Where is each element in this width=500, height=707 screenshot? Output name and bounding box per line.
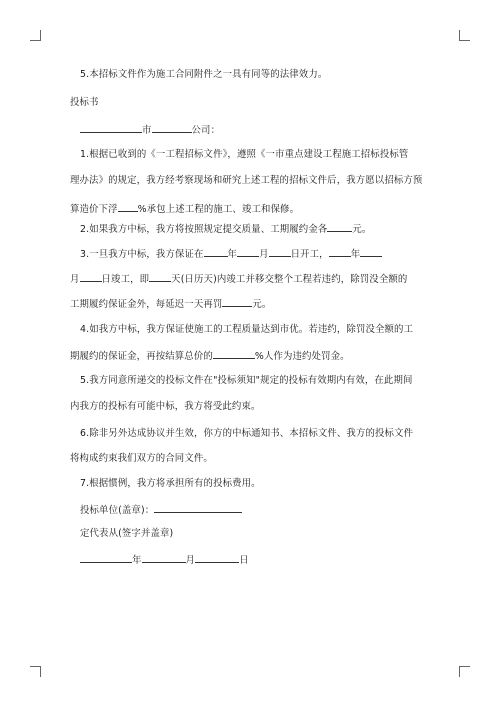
start-month-blank [237, 247, 259, 257]
item-3-month-1: 月 [259, 249, 269, 260]
penalty-blank [222, 297, 252, 307]
item-1-line-3 [70, 202, 442, 216]
bidder-line [70, 503, 452, 517]
penalty-percent-blank [213, 349, 255, 359]
deposit-blank [327, 222, 352, 232]
item-1-text-b: %承包上述工程的施工、竣工和保修。 [137, 204, 300, 215]
representative-line: 定代表从(签字并盖章) [80, 528, 174, 539]
item-3-text-a: 3.一旦我方中标，我方保证在 [80, 249, 204, 260]
item-5-line-2: 内我方的投标有可能中标，我方将受此约束。 [70, 401, 261, 412]
item-3-complete: 日竣工，即 [101, 274, 150, 285]
complete-year-blank [329, 247, 351, 257]
tender-heading: 投标书 [70, 97, 99, 108]
item-4-text-a: 期履约的保证金，再按结算总价的 [70, 351, 213, 362]
crop-mark-bottom-left [30, 666, 41, 677]
date-day: 日 [239, 555, 249, 566]
item-2-text-b: 元。 [352, 224, 372, 235]
date-day-blank [195, 553, 239, 563]
company-blank [152, 123, 192, 133]
item-3-start: 日开工， [290, 249, 329, 260]
item-3-line-3 [70, 297, 442, 311]
discount-blank [118, 202, 138, 212]
company-suffix: 公司： [191, 125, 221, 136]
date-year-blank [80, 553, 132, 563]
item-2-line [70, 222, 452, 236]
item-4-text-b: %人作为违约处罚金。 [254, 351, 350, 362]
start-year-blank [204, 247, 228, 257]
bidder-blank [154, 503, 242, 513]
item-7-line: 7.根据惯例，我方将承担所有的投标费用。 [80, 478, 261, 489]
item-1-line-1: 1.根据已收到的《一工程招标文件》，遵照《一市重点建设工程施工招标投标管 [80, 149, 409, 160]
date-month: 月 [185, 555, 196, 566]
item-1-text-a: 算造价下浮 [70, 204, 118, 215]
item-6-line-1: 6.除非另外达成协议并生效，你方的中标通知书、本招标文件、我方的投标文件 [80, 428, 414, 439]
complete-month-blank-a [360, 247, 382, 257]
item-4-line-2 [70, 349, 442, 363]
city-blank [80, 123, 142, 133]
item-6-line-2: 将构成约束我们双方的合同文件。 [70, 453, 213, 464]
crop-mark-top-left [30, 30, 41, 41]
date-month-blank [142, 553, 186, 563]
crop-mark-top-right [459, 30, 470, 41]
item-5-line-1: 5.我方同意所递交的投标文件在"投标须知"规定的投标有效期内有效，在此期间 [80, 375, 413, 386]
item-3-line-2 [70, 272, 442, 286]
complete-day-blank [80, 272, 102, 282]
date-year: 年 [132, 555, 142, 566]
item-3-text-c: 工期履约保证金外，每延迟一天再罚 [70, 299, 223, 310]
addressee-line [70, 123, 452, 137]
date-line [70, 553, 452, 567]
start-day-blank [269, 247, 291, 257]
item-3-month-2: 月 [70, 274, 80, 285]
bidder-label: 投标单位(盖章)： [80, 505, 155, 516]
item-1-line-2: 理办法》的规定，我方经考察现场和研究上述工程的招标文件后，我方愿以招标方预 [70, 175, 423, 186]
city-suffix: 市 [142, 125, 152, 136]
item-2-text-a: 2.如果我方中标，我方将按照规定提交质量、工期履约金各 [80, 224, 328, 235]
item-3-line-1 [70, 247, 452, 261]
item-3-text-d: 元。 [252, 299, 272, 310]
clause-5-paragraph: 5.本招标文件作为施工合同附件之一具有同等的法律效力。 [80, 69, 328, 80]
item-3-year-1: 年 [227, 249, 238, 260]
item-3-days: 天(日历天)内竣工并移交整个工程若违约，除罚没全额的 [171, 274, 408, 285]
item-3-year-2: 年 [350, 249, 361, 260]
item-4-line-1: 4.如我方中标，我方保证使施工的工程质量达到市优。若违约，除罚没全额的工 [80, 324, 414, 335]
days-blank [149, 272, 171, 282]
crop-mark-bottom-right [459, 666, 470, 677]
